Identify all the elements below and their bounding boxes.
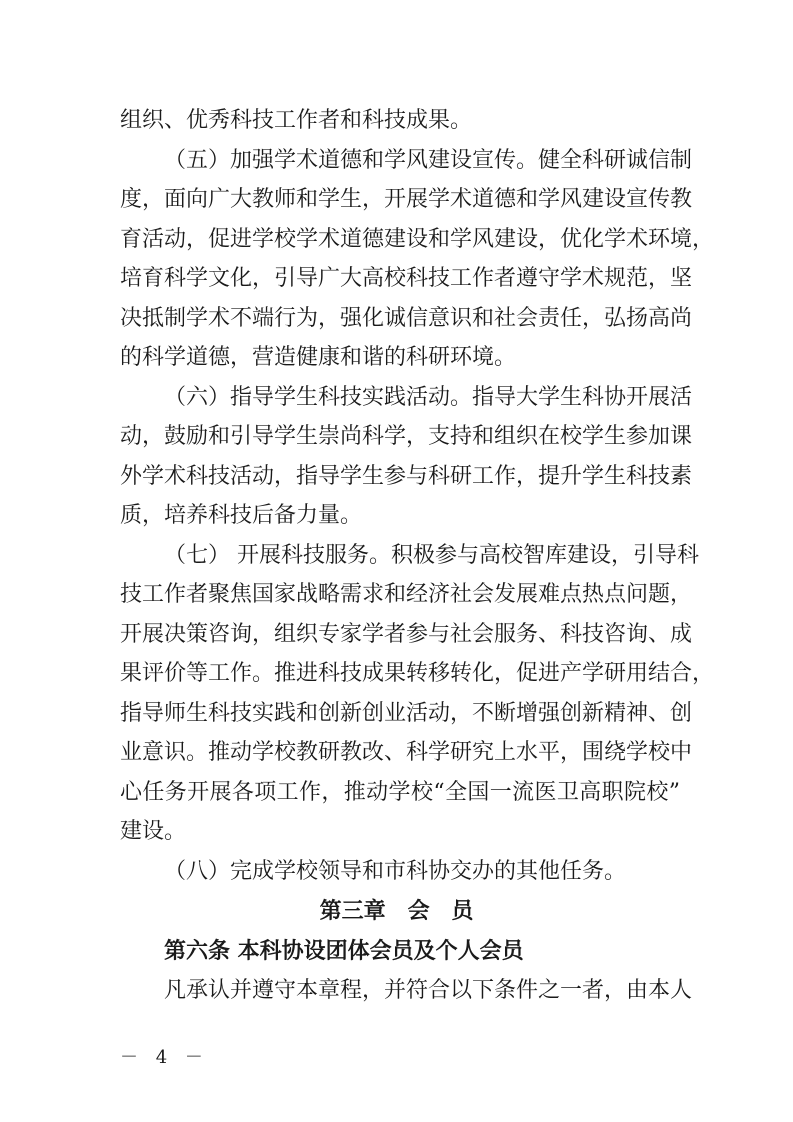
body-text-line: 质，培养科技后备力量。 [120, 503, 363, 528]
body-text-line: 建设。 [120, 819, 187, 844]
paragraph-7-heading-line: （七） 开展科技服务。积极参与高校智库建设，引导科 [164, 543, 699, 568]
body-text-line: 组织、优秀科技工作者和科技成果。 [120, 108, 473, 133]
body-text-line: 技工作者聚焦国家战略需求和经济社会发展难点热点问题， [120, 582, 693, 607]
paragraph-5-heading-line: （五）加强学术道德和学风建设宣传。健全科研诚信制 [164, 148, 693, 173]
body-text-line: 动，鼓励和引导学生崇尚科学，支持和组织在校学生参加课 [120, 424, 693, 449]
body-text-line: 凡承认并遵守本章程，并符合以下条件之一者，由本人 [164, 978, 693, 1003]
body-text-line: 培育科学文化，引导广大高校科技工作者遵守学术规范，坚 [120, 266, 693, 291]
body-text-line: 决抵制学术不端行为，强化诚信意识和社会责任，弘扬高尚 [120, 306, 693, 331]
body-text-line: 度，面向广大教师和学生，开展学术道德和学风建设宣传教 [120, 187, 693, 212]
paragraph-8-line: （八）完成学校领导和市科协交办的其他任务。 [164, 859, 627, 884]
page-number: － 4 － [120, 1047, 209, 1068]
body-text-line: 心任务开展各项工作，推动学校“全国一流医卫高职院校” [120, 780, 680, 805]
article-title: 第六条 本科协设团体会员及个人会员 [164, 939, 524, 964]
body-text-line: 果评价等工作。推进科技成果转移转化，促进产学研用结合， [120, 661, 715, 686]
body-text-line: 外学术科技活动，指导学生参与科研工作，提升学生科技素 [120, 464, 693, 489]
body-text-line: 的科学道德，营造健康和谐的科研环境。 [120, 345, 517, 370]
chapter-title: 第三章 会 员 [319, 899, 474, 924]
body-text-line: 育活动，促进学校学术道德建设和学风建设，优化学术环境， [120, 227, 715, 252]
paragraph-6-heading-line: （六）指导学生科技实践活动。指导大学生科协开展活 [164, 385, 693, 410]
body-text-line: 业意识。推动学校教研教改、科学研究上水平，围绕学校中 [120, 740, 693, 765]
body-text-line: 开展决策咨询，组织专家学者参与社会服务、科技咨询、成 [120, 622, 693, 647]
body-text-line: 指导师生科技实践和创新创业活动，不断增强创新精神、创 [120, 701, 693, 726]
